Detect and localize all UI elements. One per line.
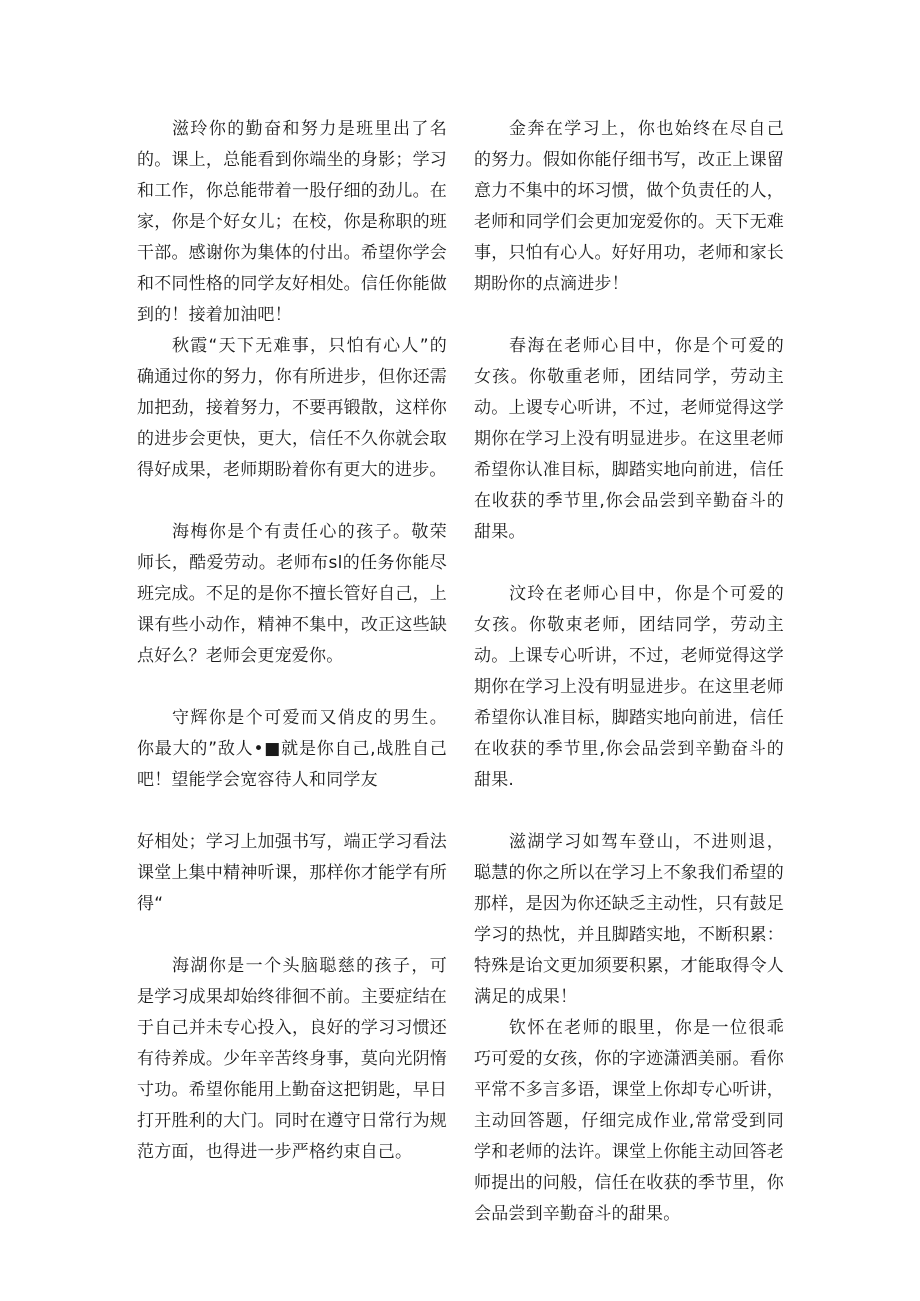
right-column <box>474 114 784 1230</box>
comment-paragraph: 守辉你是个可爱而又俏皮的男生。你最大的”敌人•■就是你自己,战胜自己吧！望能学会宽容待人和同学友 <box>137 708 447 790</box>
paragraph-gap <box>137 796 447 827</box>
comment-paragraph: 好相处；学习上加强书写，端正学习看法课堂上集中精神听课，那样你才能学有所得“ <box>137 832 447 914</box>
paragraph-gap <box>137 672 447 703</box>
paragraph-gap <box>137 486 447 517</box>
comment-paragraph: 金奔在学习上，你也始终在尽自己的努力。假如你能仔细书写，改正上课留意力不集中的坏习惯，做个负责任的人，老师和同学们会更加宠爱你的。天下无难事，只怕有心人。好好用功，老师和家长期盼你的点滴进步！ <box>474 119 784 294</box>
paragraph-gap <box>474 548 784 579</box>
comment-paragraph: 滋玲你的勤奋和努力是班里出了名的。课上，总能看到你端坐的身影；学习和工作，你总能带着一股仔细的劲儿。在家，你是个好女儿；在校，你是称职的班干部。感谢你为集体的付出。希望你学会和不同性格的同学友好相处。信任你能做到的！接着加油吧！ <box>137 119 447 325</box>
comment-paragraph: 汶玲在老师心目中，你是个可爱的女孩。你敬束老师，团结同学，劳动主动。上课专心听讲，不过，老师觉得这学期你在学习上没有明显进步。在这里老师希望你认准目标，脚踏实地向前进，信任在收获的季节里,你会品尝到辛勤奋斗的甜果. <box>474 584 784 790</box>
comment-paragraph: 海梅你是个有责任心的孩子。敬荣师长，酷爱劳动。老师布sl的任务你能尽班完成。不足的是你不擅长管好自己，上课有些小动作，精神不集中，改正这些缺点好么？老师会更宠爱你。 <box>137 522 447 666</box>
comment-paragraph: 钦怀在老师的眼里，你是一位很乖巧可爱的女孩，你的字迹潇洒美丽。看你平常不多言多语，课堂上你却专心听讲，主动回答题，仔细完成作业,常常受到同学和老师的法许。课堂上你能主动回答老师提出的问般，信任在收获的季节里，你会品尝到辛勤奋斗的甜果。 <box>474 1018 784 1224</box>
left-column <box>137 114 447 1168</box>
comment-paragraph: 春海在老师心目中，你是个可爱的女孩。你敬重老师，团结同学，劳动主动。上谡专心听讲，不过，老师觉得这学期你在学习上没有明显进步。在这里老师希望你认准目标，脚踏实地向前进，信任在收获的季节里,你会品尝到辛勤奋斗的甜果。 <box>474 336 784 542</box>
paragraph-gap <box>137 920 447 951</box>
paragraph-gap <box>474 796 784 827</box>
comment-paragraph: 秋霞“天下无难事，只怕有心人”的确通过你的努力，你有所进步，但你还需加把劲，接着努力，不要再锻散，这样你的进步会更快，更大，信任不久你就会取得好成果，老师期盼着你有更大的进步。 <box>137 336 447 480</box>
comment-paragraph: 滋湖学习如驾车登山，不进则退，聪慧的你之所以在学习上不象我们希望的那样，是因为你还缺乏主动性，只有鼓足学习的热忱，并且脚踏实地，不断积累：特殊是诒文更加须要积累，才能取得令人满足的成果！ <box>474 832 784 1007</box>
paragraph-gap <box>474 300 784 331</box>
comment-paragraph: 海湖你是一个头脑聪慈的孩子，可是学习成果却始终徘徊不前。主要症结在于自己并未专心投入，良好的学习习惯还有待养成。少年辛苦终身事，莫向光阴惰寸功。希望你能用上勤奋这把钥匙，早日打开胜利的大门。同时在遵守日常行为规范方面，也得进一步严格约束自己。 <box>137 956 447 1162</box>
